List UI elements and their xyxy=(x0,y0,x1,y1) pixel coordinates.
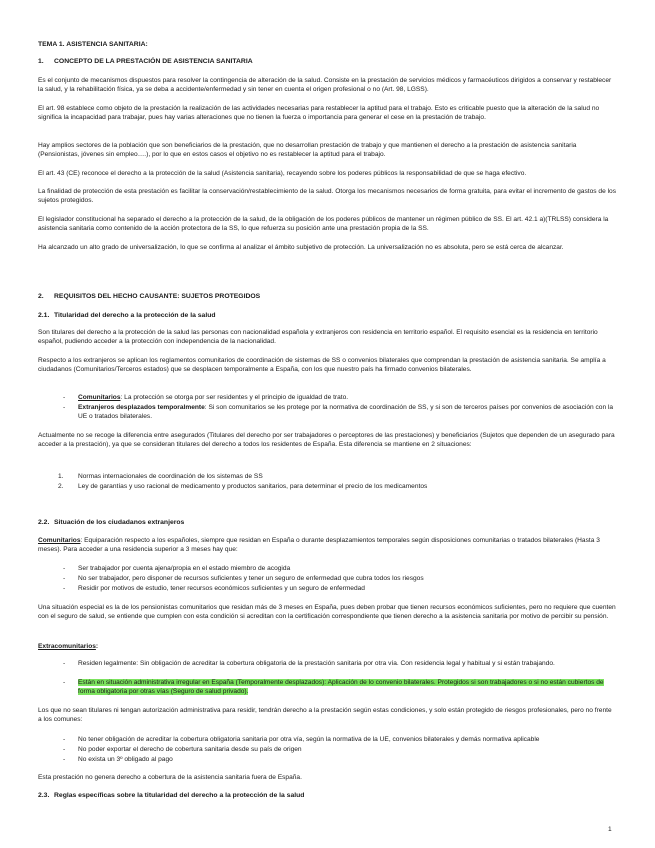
section-title: CONCEPTO DE LA PRESTACIÓN DE ASISTENCIA SANITARIA xyxy=(54,58,253,65)
paragraph: La finalidad de protección de esta prestación es facilitar la conservación/restablecimiento de la salud. Otorga los mecanismos necesarios de forma gratuita, para evitar el incremento de gastos de los sujetos protegidos. xyxy=(38,188,616,205)
section-number: 1. xyxy=(38,58,44,65)
paragraph: El legislador constitucional ha separado el derecho a la protección de la salud, de la obligación de los poderes públicos de mantener un régimen público de SS. El art. 42.1 a)(TRLSS) considera la asistencia sanitaria como contenido de la acción protectora de la SS, lo que refuerza su posición ante una prestación propia de la SS. xyxy=(38,216,609,233)
subsection-title: Reglas específicas sobre la titularidad del derecho a la protección de la salud xyxy=(54,792,305,799)
label-colon: : xyxy=(95,643,99,650)
list-item xyxy=(78,403,618,422)
list-number: 1. xyxy=(58,473,64,480)
subsection-title: Titularidad del derecho a la protección de la salud xyxy=(54,312,216,319)
bullet-marker: - xyxy=(63,565,66,572)
list-text: : La protección se otorga por ser residentes y el principio de igualdad de trato. xyxy=(120,394,349,401)
paragraph-term: Comunitarios xyxy=(38,537,81,544)
subsection-title: Situación de los ciudadanos extranjeros xyxy=(54,519,185,526)
list-item xyxy=(78,393,618,402)
list-number: 2. xyxy=(58,483,64,490)
subsection-number: 2.1. xyxy=(38,312,50,319)
list-term: Extranjeros desplazados temporalmente xyxy=(78,404,205,411)
paragraph-text: : Equiparación respecto a los españoles, siempre que residan en España o durante desplazamientos temporales según disposiciones comunitarias o tratados bilaterales (Hasta 3 meses). Para acceder a una residencia superior a 3 meses hay que: xyxy=(38,537,600,554)
paragraph: Respecto a los extranjeros se aplican los reglamentos comunitarios de coordinación de sistemas de SS o convenios bilaterales que comprendan la prestación de asistencia sanitaria. Se amplía a ciudadanos (Comunitarios/Terceros estados) que se desplacen temporalmente a España, con los que nuestro país ha firmado convenios bilaterales. xyxy=(38,357,606,374)
list-term: Comunitarios xyxy=(78,394,121,401)
subsection-label xyxy=(38,642,616,651)
list-item: No poder exportar el derecho de cobertura sanitaria desde su país de origen xyxy=(78,746,302,753)
paragraph: Ha alcanzado un alto grado de universalización, lo que se confirma al analizar el ámbito subjetivo de protección. La universalización no es absoluta, pero se está cerca de alcanzar. xyxy=(38,244,564,251)
list-item: No ser trabajador, pero disponer de recursos suficientes y tener un seguro de enfermedad que cubra todos los riesgos xyxy=(78,575,424,582)
bullet-marker: - xyxy=(63,585,66,592)
list-item: No tener obligación de acreditar la cobertura obligatoria sanitaria por otra vía, según la normativa de la UE, convenios bilaterales y demás normativa aplicable xyxy=(78,736,540,743)
paragraph: El art. 98 establece como objeto de la prestación la realización de las actividades necesarias para restablecer la aptitud para el trabajo. Esto es criticable puesto que la alteración de la salud no significa la incapacidad para trabajar, pues hay varias alteraciones que no tienen la fuerza o importancia para generar el cese en la prestación de trabajo. xyxy=(38,105,600,122)
bullet-marker: - xyxy=(63,404,66,411)
highlight: Están en situación administrativa irregular en España (Temporalmente desplazados): Aplicación de lo convenio bilaterales. Protegidos si son trabajadores o si no están cubiertos de forma obligatoria por otras vías (Seguro de salud privado). xyxy=(78,679,604,696)
paragraph: Son titulares del derecho a la protección de la salud las personas con nacionalidad española y extranjeros con residencia en territorio español. El requisito esencial es la residencia en territorio español, pudiendo acceder a la protección con independencia de la nacionalidad. xyxy=(38,329,598,346)
list-text: : Si son comunitarios se les protege por la normativa de coordinación de SS, y si son de terceros países por convenios de asociación con la UE o tratados bilaterales. xyxy=(78,404,614,421)
list-item: Normas internacionales de coordinación de los sistemas de SS xyxy=(78,473,263,480)
list-item: Residir por motivos de estudio, tener recursos económicos suficientes y un seguro de enfermedad xyxy=(78,585,365,592)
list-item: Residen legalmente: Sin obligación de acreditar la cobertura obligatoria de la prestación sanitaria por otra vía. Con residencia legal y habitual y si están trabajando. xyxy=(78,660,555,667)
paragraph: Hay amplios sectores de la población que son beneficiarios de la prestación, que no desarrollan prestación de trabajo y que mantienen el derecho a la prestación de asistencia sanitaria (Pensionistas, jóvenes sin empleo….), por lo que en estos casos el objetivo no es restablecer la aptitud para el trabajo. xyxy=(38,142,577,159)
paragraph: Los que no sean titulares ni tengan autorización administrativa para residir, tendrán derecho a la prestación según estas condiciones, y solo están protegido de riesgos profesionales, pero no frente a los comunes: xyxy=(38,707,612,724)
paragraph: Esta prestación no genera derecho a cobertura de la asistencia sanitaria fuera de España. xyxy=(38,774,302,781)
page-number: 1 xyxy=(608,826,612,833)
list-item-highlighted xyxy=(78,678,618,697)
paragraph xyxy=(38,536,616,555)
subsection-number: 2.3. xyxy=(38,792,50,799)
label-text: Extracomunitarios xyxy=(38,643,96,650)
section-number: 2. xyxy=(38,293,44,300)
paragraph: Actualmente no se recoge la diferencia entre asegurados (Titulares del derecho por ser trabajadores o perceptores de las prestaciones) y beneficiarios (Sujetos que dependen de un asegurado para acceder a la prestación), ya que se consideran titulares del derecho a todos los residentes de España. Esta diferencia se mantiene en 2 situaciones: xyxy=(38,432,615,449)
paragraph: Es el conjunto de mecanismos dispuestos para resolver la contingencia de alteración de la salud. Consiste en la prestación de servicios médicos y farmacéuticos dirigidos a conservar y restablecer la salud, y la rehabilitación física, ya se deba a accidente/enfermedad y sin tener en cuenta el origen profesional o no (Art. 98, LGSS). xyxy=(38,77,612,94)
bullet-marker: - xyxy=(63,660,66,667)
list-item: Ser trabajador por cuenta ajena/propia en el estado miembro de acogida xyxy=(78,565,291,572)
bullet-marker: - xyxy=(63,679,66,686)
section-title: REQUISITOS DEL HECHO CAUSANTE: SUJETOS PROTEGIDOS xyxy=(54,293,261,300)
paragraph: Una situación especial es la de los pensionistas comunitarios que residan más de 3 meses en España, pues deben probar que tienen recursos económicos suficientes, pero no requiere que cuenten con el seguro de salud, se entiende que cumplen con esta condición si acreditan con la certificación correspondiente que tienen derecho a la asistencia sanitaria por motivo de percibir su pensión. xyxy=(38,604,616,621)
bullet-marker: - xyxy=(63,756,66,763)
bullet-marker: - xyxy=(63,746,66,753)
bullet-marker: - xyxy=(63,394,66,401)
page-title: TEMA 1. ASISTENCIA SANITARIA: xyxy=(38,41,148,48)
list-item: No exista un 3º obligado al pago xyxy=(78,756,173,763)
paragraph: El art. 43 (CE) reconoce el derecho a la protección de la salud (Asistencia sanitaria), recayendo sobre los poderes públicos la responsabilidad de que se haga efectivo. xyxy=(38,170,527,177)
bullet-marker: - xyxy=(63,736,66,743)
subsection-number: 2.2. xyxy=(38,519,50,526)
bullet-marker: - xyxy=(63,575,66,582)
list-item: Ley de garantías y uso racional de medicamento y productos sanitarios, para determinar el precio de los medicamentos xyxy=(78,483,428,490)
